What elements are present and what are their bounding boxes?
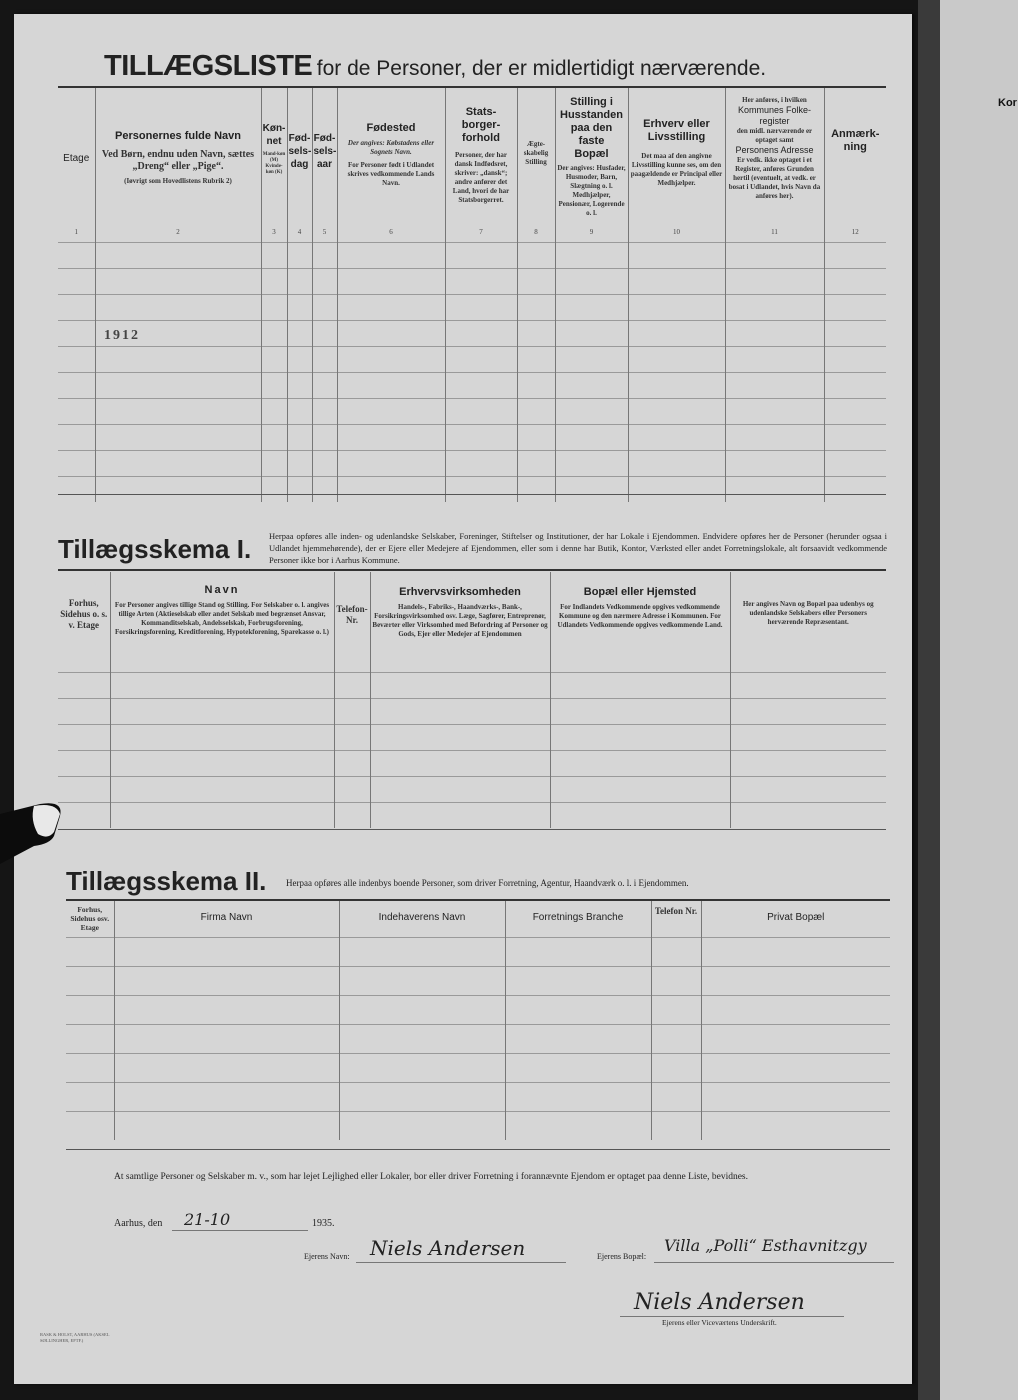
col-header-etage: Etage	[63, 152, 90, 164]
col-header-birthplace: Fødested Der angives: Købstadens eller Sognets Navn. For Personer født i Udlandet skrives vedkommende Lands Navn.	[337, 88, 445, 228]
col-header-birthyear: Fød-sels-aar	[312, 88, 337, 228]
schema2-row	[66, 1053, 890, 1082]
schema1-intro: Herpaa opføres alle inden- og udenlandske Selskaber, Foreninger, Stiftelser og Institutioner, der har Lokale i Ejendommen. Endvidere opføres her de Personer (herunder ogsaa i Udlandet hjemmehørende), der er Ejere eller Medejere af Ejendommen, eller som i denne har Butik, Kontor, Værksted eller andet Forretningslokale, alt forsaavidt vedkommende Personer ikke bor i Aarhus Kommune.	[269, 531, 887, 565]
col-header-citizenship: Stats-borger-forhold Personer, der har dansk Indfødsret, skriver: „dansk“; andre anfører det Land, hvori de har Statsborgerret.	[445, 88, 517, 228]
col-header-birthday: Fød-sels-dag	[287, 88, 312, 228]
signature-label: Ejerens eller Viceværtens Underskrift.	[662, 1318, 777, 1327]
s1-col-address: Bopæl eller Hjemsted For Indlandets Vedkommende opgives vedkommende Kommune og den nærmere Adresse i Kommunen. For Udlandets Vedkommende opgives vedkommende Land.	[550, 572, 730, 672]
form-page	[14, 14, 912, 1384]
schema2-row	[66, 1024, 890, 1053]
s2-col-branch: Forretnings Branche	[505, 901, 651, 937]
main-table-row	[58, 320, 886, 346]
main-table-row	[58, 450, 886, 476]
owner-address-label: Ejerens Bopæl:	[597, 1252, 647, 1261]
owner-signature: Niels Andersen	[634, 1290, 805, 1315]
neighbor-page	[918, 0, 1018, 1400]
main-table	[58, 88, 886, 502]
s1-col-name: Navn For Personer angives tillige Stand og Stilling. For Selskaber o. l. angives tillige Arten (Aktieselskab eller andet Selskab med begrænset Ansvar, Kommanditselskab, Andelsselskab, Forbrugsforening, Forsikringsforening, Kreditforening, Hypotekforening, Sparekasse o. l.)	[110, 572, 334, 672]
printer-imprint: RASK & HOLST, AARHUS (AKSEL SØLLINGHER, EFTF.)	[40, 1332, 110, 1343]
owner-name: Niels Andersen	[370, 1236, 526, 1260]
footer-statement: At samtlige Personer og Selskaber m. v., som har lejet Lejlighed eller Lokaler, bor eller driver Forretning i forannævnte Ejendom er optaget paa denne Liste, bevidnes.	[114, 1172, 748, 1182]
owner-address: Villa „Polli“ Esthavnitzgy	[664, 1236, 867, 1255]
owner-name-label: Ejerens Navn:	[304, 1252, 350, 1261]
col-header-marital: Ægte-skabelig Stilling	[517, 88, 555, 228]
s2-col-owner: Indehaverens Navn	[339, 901, 505, 937]
schema2-header-row	[66, 901, 890, 937]
schema1-row	[58, 672, 886, 698]
schema2-row	[66, 966, 890, 995]
main-table-row	[58, 346, 886, 372]
schema2-row	[66, 995, 890, 1024]
footer-place: Aarhus, den	[114, 1218, 163, 1229]
main-table-row	[58, 424, 886, 450]
s1-col-business: Erhvervsvirksomheden Handels-, Fabriks-, Haandværks-, Bank-, Forsikringsvirksomhed osv. Læge, Sagfører, Entreprenør, Beværter eller Virksomhed med Befordring af Personer og Gods, Ejer eller Medejer af Ejendommen	[370, 572, 550, 672]
handwritten-entry: 1912	[104, 328, 140, 343]
col-header-name: Personernes fulde Navn Ved Børn, endnu uden Navn, sættes „Dreng“ eller „Pige“. (Iøvrigt som Hovedlistens Rubrik 2)	[95, 88, 261, 228]
col-header-register: Her anføres, i hvilken Kommunes Folke-register den midl. nærværende er optaget samt Personens Adresse Er vedk. ikke optaget i et Register, anføres Grunden hertil (eventuelt, at vedk. er bosat i Udlandet, hvis Navn da anføres her).	[725, 88, 824, 228]
schema2-row	[66, 937, 890, 966]
main-table-row	[58, 268, 886, 294]
s2-col-private: Privat Bopæl	[701, 901, 890, 937]
footer-date: 21-10	[184, 1210, 231, 1229]
main-title	[104, 50, 766, 83]
main-table-row	[58, 242, 886, 268]
s2-col-phone: Telefon Nr.	[651, 901, 701, 937]
s1-col-phone: Telefon-Nr.	[334, 572, 370, 672]
main-table-row	[58, 372, 886, 398]
main-title-rest: for de Personer, der er midlertidigt nærværende.	[316, 57, 767, 80]
s1-col-etage: Forhus, Sidehus o. s. v. Etage	[60, 598, 108, 630]
schema1-row	[58, 724, 886, 750]
main-table-row	[58, 398, 886, 424]
main-title-big: TILLÆGSLISTE	[104, 50, 313, 82]
schema2-table	[66, 901, 890, 1140]
neighbor-page-fragment: Kor	[998, 97, 1017, 109]
schema1-table	[58, 572, 886, 828]
main-number-row: 1 2 3 4 5 6 7 8 9 10 11 12	[58, 228, 886, 242]
main-header-row	[58, 88, 886, 228]
schema2-title: Tillægsskema II.	[66, 866, 267, 896]
main-table-row	[58, 476, 886, 502]
schema1-row	[58, 776, 886, 802]
schema1-row	[58, 698, 886, 724]
schema2-row	[66, 1111, 890, 1140]
footer-year: 1935.	[312, 1218, 335, 1229]
col-header-remarks: Anmærk-ning	[824, 88, 886, 228]
col-header-household: Stilling i Husstanden paa den faste Bopæl Der angives: Husfader, Husmoder, Barn, Slægtning o. l. Medhjælper, Pensionær, Logerende o. l.	[555, 88, 628, 228]
main-table-row	[58, 294, 886, 320]
schema2-row	[66, 1082, 890, 1111]
col-header-occupation: Erhverv eller Livsstilling Det maa af den angivne Livsstilling kunne ses, om den paagældende er Principal eller Medhjælper.	[628, 88, 725, 228]
schema1-row	[58, 750, 886, 776]
schema2-intro: Herpaa opføres alle indenbys boende Personer, som driver Forretning, Agentur, Haandværk o. l. i Ejendommen.	[286, 878, 689, 888]
s2-col-etage: Forhus, Sidehus osv. Etage	[70, 905, 110, 932]
s2-col-firm: Firma Navn	[114, 901, 339, 937]
schema1-title: Tillægsskema I.	[58, 534, 252, 564]
schema1-row	[58, 802, 886, 828]
s1-col-representative: Her angives Navn og Bopæl paa udenbys og udenlandske Selskabers eller Personers herværende Repræsentant.	[730, 572, 886, 672]
schema1-header-row	[58, 572, 886, 672]
col-header-gender: Køn-net Mand-køn (M) Kvinde-køn (K)	[261, 88, 287, 228]
thumb-obstruction	[0, 800, 64, 880]
